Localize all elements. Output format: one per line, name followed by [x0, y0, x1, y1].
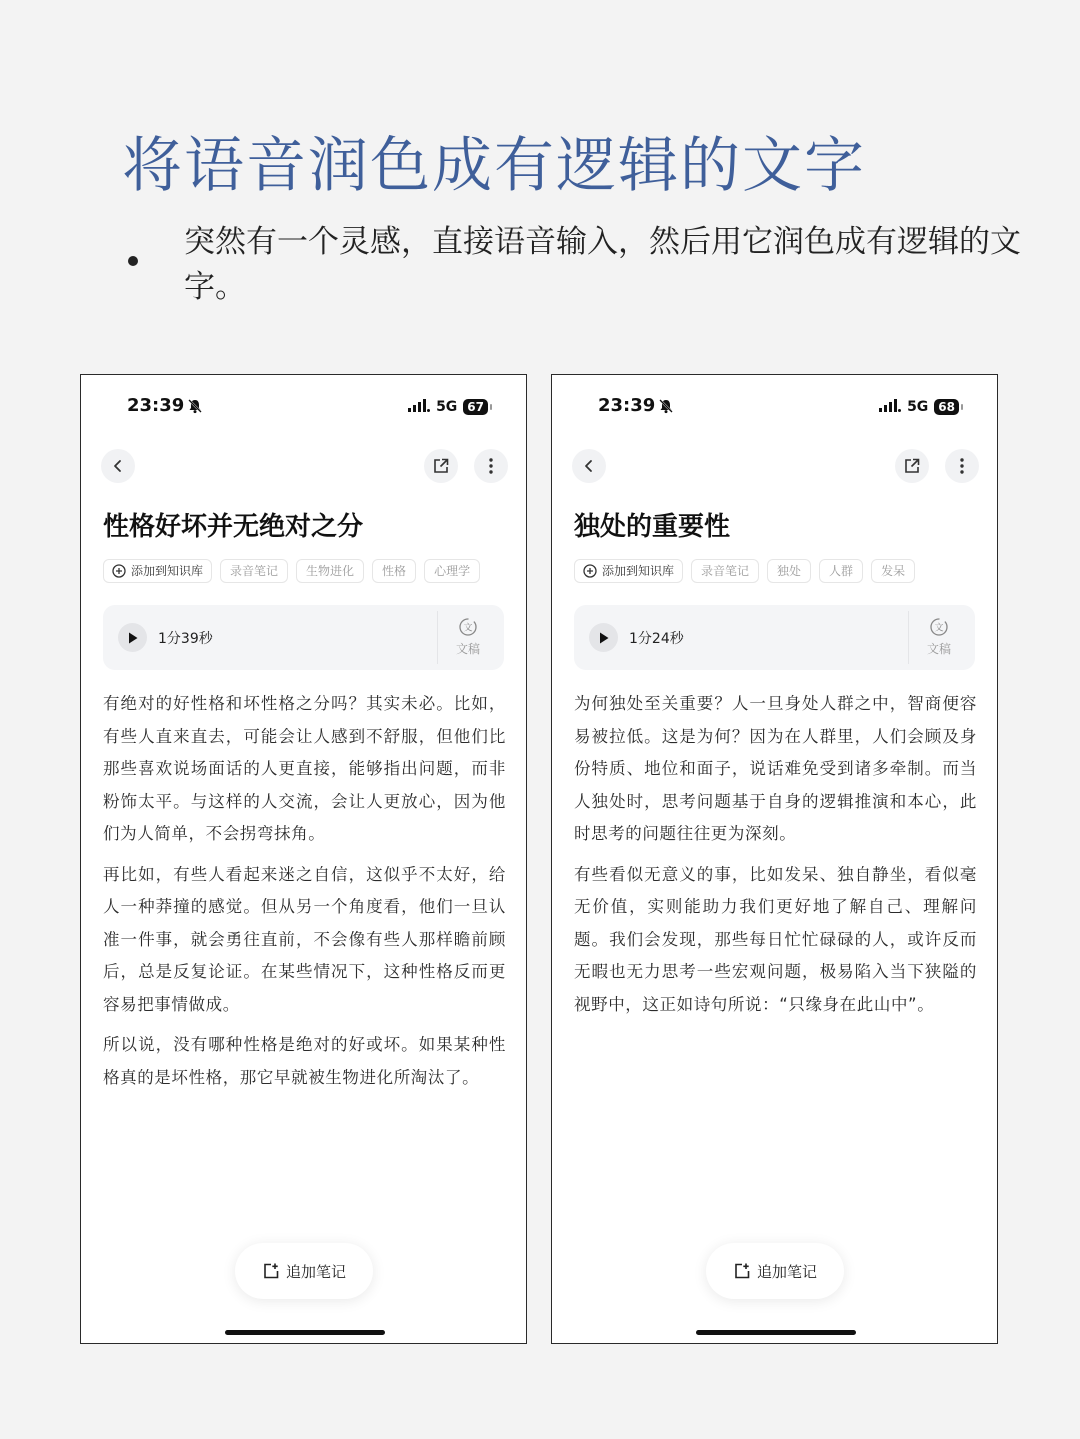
- paragraph: 为何独处至关重要？人一旦身处人群之中，智商便容易被拉低。这是为何？因为在人群里，人们会顾及身份特质、地位和面子，说话难免受到诸多牵制。而当人独处时，思考问题基于自身的逻辑推演和本心，此时思考的问题往往更为深刻。: [574, 694, 977, 843]
- play-icon: [128, 632, 138, 644]
- transcript-button[interactable]: [917, 617, 961, 657]
- add-note-icon: [262, 1262, 280, 1280]
- status-bar: [81, 395, 526, 419]
- chevron-left-icon: [582, 459, 596, 473]
- status-time: 23:39: [598, 395, 656, 416]
- transcript-label: 文稿: [926, 642, 951, 656]
- transcript-button[interactable]: [446, 617, 490, 657]
- paragraph: 再比如，有些人看起来迷之自信，这似乎不太好，给人一种莽撞的感觉。但从另一个角度看，他们一旦认准一件事，就会勇往直前，不会像有些人那样瞻前顾后，总是反复论证。在某些情况下，这种性格反而更容易把事情做成。: [103, 864, 506, 1014]
- more-button[interactable]: [474, 449, 508, 483]
- chevron-left-icon: [111, 459, 125, 473]
- share-icon: [432, 457, 450, 475]
- tag[interactable]: 发呆: [871, 559, 915, 583]
- battery-icon: 68: [934, 399, 959, 415]
- tag-row: [574, 559, 915, 583]
- more-vertical-icon: [959, 457, 965, 475]
- plus-circle-icon: [112, 564, 126, 578]
- add-note-label: 追加笔记: [756, 1262, 817, 1281]
- battery-icon: 67: [463, 399, 488, 415]
- paragraph: 有绝对的好性格和坏性格之分吗？其实未必。比如，有些人直来直去，可能会让人感到不舒服，但他们比那些喜欢说场面话的人更直接，能够指出问题，而非粉饰太平。与这样的人交流，会让人更放心，因为他们为人简单，不会拐弯抹角。: [103, 694, 506, 843]
- share-button[interactable]: [895, 449, 929, 483]
- card-divider: [437, 611, 438, 664]
- share-icon: [903, 457, 921, 475]
- tag[interactable]: 性格: [372, 559, 416, 583]
- tag-row: [103, 559, 480, 583]
- bullet-text: 突然有一个灵感，直接语音输入，然后用它润色成有逻辑的文字。: [183, 224, 1021, 305]
- transcript-label: 文稿: [455, 642, 480, 656]
- top-nav: [81, 449, 526, 483]
- status-bar: [552, 395, 997, 419]
- bell-muted-icon: [658, 398, 674, 418]
- add-to-knowledge-base-label: 添加到知识库: [131, 564, 204, 578]
- add-to-knowledge-base-label: 添加到知识库: [602, 564, 675, 578]
- bell-muted-icon: [187, 398, 203, 418]
- play-icon: [599, 632, 609, 644]
- tag[interactable]: 录音笔记: [220, 559, 288, 583]
- add-note-button[interactable]: [235, 1243, 373, 1299]
- status-indicators: [408, 397, 488, 416]
- note-content: [103, 688, 506, 1102]
- paragraph: 有些看似无意义的事，比如发呆、独自静坐，看似毫无价值，实则能助力我们更好地了解自己、理解问题。我们会发现，那些每日忙忙碌碌的人，或许反而无暇也无力思考一些宏观问题，极易陷入当下狭隘的视野中，这正如诗句所说：“只缘身在此山中”。: [574, 864, 977, 1014]
- add-note-button[interactable]: [706, 1243, 844, 1299]
- tag[interactable]: 心理学: [424, 559, 480, 583]
- note-content: [574, 688, 977, 1029]
- tag[interactable]: 录音笔记: [691, 559, 759, 583]
- home-indicator[interactable]: [696, 1330, 856, 1335]
- add-note-label: 追加笔记: [285, 1262, 346, 1281]
- card-divider: [908, 611, 909, 664]
- tag[interactable]: 人群: [819, 559, 863, 583]
- network-type: 5G: [436, 398, 458, 415]
- more-button[interactable]: [945, 449, 979, 483]
- back-button[interactable]: [572, 449, 606, 483]
- back-button[interactable]: [101, 449, 135, 483]
- note-title: 独处的重要性: [574, 512, 731, 542]
- phone-screenshot-left: [80, 374, 527, 1344]
- phone-screenshot-right: [551, 374, 998, 1344]
- add-to-knowledge-base-button[interactable]: [574, 559, 683, 583]
- bullet-dot: [128, 256, 138, 266]
- play-button[interactable]: [589, 623, 618, 652]
- svg-text:文: 文: [463, 623, 473, 634]
- paragraph: 所以说，没有哪种性格是绝对的好或坏。如果某种性格真的是坏性格，那它早就被生物进化所淘汰了。: [103, 1035, 506, 1087]
- svg-text:文: 文: [934, 623, 944, 634]
- status-indicators: [879, 397, 959, 416]
- top-nav: [552, 449, 997, 483]
- network-type: 5G: [907, 398, 929, 415]
- share-button[interactable]: [424, 449, 458, 483]
- audio-player-card: [574, 605, 975, 670]
- signal-icon: [408, 397, 430, 416]
- bullet-point: [128, 216, 1080, 306]
- transcript-icon: [458, 617, 478, 637]
- plus-circle-icon: [583, 564, 597, 578]
- signal-icon: [879, 397, 901, 416]
- note-title: 性格好坏并无绝对之分: [103, 512, 364, 542]
- play-button[interactable]: [118, 623, 147, 652]
- home-indicator[interactable]: [225, 1330, 385, 1335]
- audio-duration: 1分39秒: [158, 631, 213, 647]
- tag[interactable]: 生物进化: [296, 559, 364, 583]
- audio-duration: 1分24秒: [629, 631, 684, 647]
- status-time: 23:39: [127, 395, 185, 416]
- slide-title: 将语音润色成有逻辑的文字: [122, 131, 866, 201]
- add-note-icon: [733, 1262, 751, 1280]
- add-to-knowledge-base-button[interactable]: [103, 559, 212, 583]
- more-vertical-icon: [488, 457, 494, 475]
- tag[interactable]: 独处: [767, 559, 811, 583]
- transcript-icon: [929, 617, 949, 637]
- audio-player-card: [103, 605, 504, 670]
